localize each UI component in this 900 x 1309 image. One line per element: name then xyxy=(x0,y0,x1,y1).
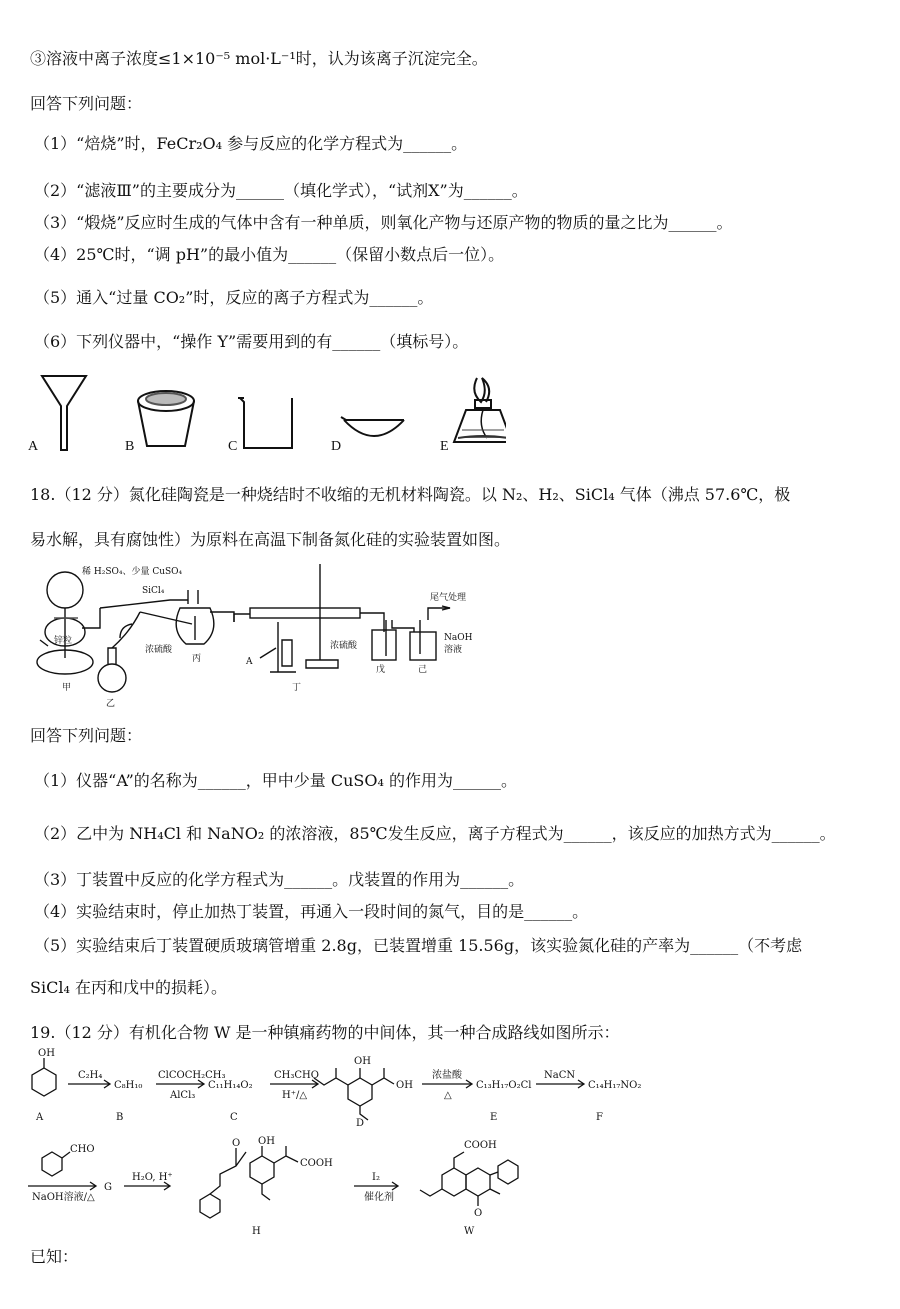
reagent-de-top: 浓盐酸 xyxy=(432,1070,462,1081)
solution-label: 溶液 xyxy=(444,645,463,655)
reagent-de-bottom: △ xyxy=(444,1090,452,1101)
reagent-cd-top: CH₃CHO xyxy=(274,1070,319,1081)
tube-furnace-ding xyxy=(234,564,360,672)
reagent-label: 稀 H₂SO₄、少量 CuSO₄ xyxy=(82,567,183,577)
naoh-label: NaOH xyxy=(444,633,473,643)
answer-heading-18: 回答下列问题： xyxy=(30,726,143,745)
q18-item-3: （3）丁装置中反应的化学方程式为______。戊装置的作用为______。 xyxy=(34,870,525,889)
q19-intro: 19.（12 分）有机化合物 W 是一种镇痛药物的中间体，其一种合成路线如图所示： xyxy=(30,1023,620,1042)
q17-item-5: （5）通入“过量 CO₂”时，反应的离子方程式为______。 xyxy=(34,288,434,307)
reagent-hw-bottom: 催化剂 xyxy=(364,1192,394,1203)
instrument-label-a: A xyxy=(28,439,39,454)
q17-item-4: （4）25℃时，“调 pH”的最小值为______（保留小数点后一位）。 xyxy=(34,245,505,264)
label-c: C xyxy=(230,1112,238,1123)
d-oh2-label: OH xyxy=(396,1080,413,1091)
sicl4-label: SiCl₄ xyxy=(142,586,165,596)
crucible-icon xyxy=(138,391,194,446)
reagent-hw-top: I₂ xyxy=(372,1172,380,1183)
q18-intro-line-1: 18.（12 分）氮化硅陶瓷是一种烧结时不收缩的无机材料陶瓷。以 N₂、H₂、SiCl₄ 气体（沸点 57.6℃，极 xyxy=(30,485,791,504)
q17-item-3: （3）“煅烧”反应时生成的气体中含有一种单质，则氧化产物与还原产物的物质的量之比为______。 xyxy=(34,213,733,232)
formula-f: C₁₄H₁₇NO₂ xyxy=(588,1080,642,1091)
label-a: A xyxy=(246,657,253,667)
note-3: ③溶液中离子浓度≤1×10⁻⁵ mol·L⁻¹时，认为该离子沉淀完全。 xyxy=(30,49,488,68)
benzaldehyde-structure xyxy=(42,1152,62,1176)
q18-item-2: （2）乙中为 NH₄Cl 和 NaNO₂ 的浓溶液，85℃发生反应，离子方程式为______，该反应的加热方式为______。 xyxy=(34,824,836,843)
q18-item-1: （1）仪器“A”的名称为______，甲中少量 CuSO₄ 的作用为______。 xyxy=(34,771,517,790)
label-ding: 丁 xyxy=(292,683,302,693)
d-oh-label: OH xyxy=(354,1056,371,1067)
synthesis-route xyxy=(24,1048,874,1238)
q18-item-5: （5）实验结束后丁装置硬质玻璃管增重 2.8g，已装置增重 15.56g，该实验氮化硅的产率为______（不考虑 xyxy=(34,936,803,955)
label-a: A xyxy=(36,1112,44,1123)
apparatus-figure xyxy=(20,560,490,708)
h-oh-label: OH xyxy=(258,1136,275,1147)
beaker-icon xyxy=(238,398,292,448)
zinc-label: 锌粒 xyxy=(54,636,73,646)
conc-acid-bing-label: 浓硫酸 xyxy=(145,645,173,655)
known-heading: 已知： xyxy=(30,1247,79,1266)
w-o-label: O xyxy=(474,1208,483,1219)
alcohol-lamp-icon xyxy=(454,378,506,442)
compound-a-structure xyxy=(32,1068,56,1096)
reagent-fg-bottom: NaOH溶液/△ xyxy=(32,1192,95,1203)
funnel-icon xyxy=(42,376,86,450)
reagent-ab: C₂H₄ xyxy=(78,1070,103,1081)
compound-w-structure xyxy=(420,1152,518,1206)
h-cooh-label: COOH xyxy=(300,1158,333,1169)
instrument-label-e: E xyxy=(440,439,449,454)
label-e: E xyxy=(490,1112,498,1123)
reagent-cd-bottom: H⁺/△ xyxy=(282,1090,308,1101)
label-g: G xyxy=(104,1182,112,1193)
phenol-oh-label: OH xyxy=(38,1048,55,1059)
label-ji: 己 xyxy=(418,665,428,675)
conc-acid-wu-label: 浓硫酸 xyxy=(330,641,358,651)
label-w: W xyxy=(464,1226,475,1237)
h-o-label: O xyxy=(232,1138,241,1149)
q18-item-5-cont: SiCl₄ 在丙和戊中的损耗）。 xyxy=(30,978,227,997)
wash-bottle-bing xyxy=(176,590,234,644)
label-jia: 甲 xyxy=(62,683,72,693)
instrument-label-b: B xyxy=(125,439,135,454)
instrument-label-c: C xyxy=(228,439,238,454)
reagent-fg-top: CHO xyxy=(70,1144,95,1155)
formula-b: C₈H₁₀ xyxy=(114,1080,143,1091)
evaporating-dish-icon xyxy=(341,417,404,436)
flask-yi xyxy=(98,612,140,692)
reagent-ef: NaCN xyxy=(544,1070,576,1081)
label-b: B xyxy=(116,1112,124,1123)
label-yi: 乙 xyxy=(106,699,116,708)
label-bing: 丙 xyxy=(192,654,202,664)
q18-item-4: （4）实验结束时，停止加热丁装置，再通入一段时间的氮气，目的是______。 xyxy=(34,902,589,921)
q17-item-1: （1）“焙烧”时，FeCr₂O₄ 参与反应的化学方程式为______。 xyxy=(34,134,468,153)
q17-item-6: （6）下列仪器中，“操作 Y”需要用到的有______（填标号）。 xyxy=(34,332,469,351)
tail-gas-label: 尾气处理 xyxy=(430,593,467,603)
reagent-bc-bottom: AlCl₃ xyxy=(170,1090,196,1101)
wash-bottle-wu xyxy=(360,613,414,660)
compound-d-structure xyxy=(314,1068,394,1120)
label-f: F xyxy=(596,1112,603,1123)
instruments-figure xyxy=(26,368,506,458)
compound-h-structure xyxy=(200,1146,298,1218)
formula-c: C₁₁H₁₄O₂ xyxy=(208,1080,253,1091)
instrument-label-d: D xyxy=(331,439,342,454)
reagent-gh: H₂O, H⁺ xyxy=(132,1172,173,1183)
label-h: H xyxy=(252,1226,261,1237)
reagent-bc-top: ClCOCH₂CH₃ xyxy=(158,1070,226,1081)
w-cooh-label: COOH xyxy=(464,1140,497,1151)
q18-intro-line-2: 易水解，具有腐蚀性）为原料在高温下制备氮化硅的实验装置如图。 xyxy=(30,530,511,549)
label-d: D xyxy=(356,1118,365,1129)
q17-item-2: （2）“滤液Ⅲ”的主要成分为______（填化学式），“试剂X”为______。 xyxy=(34,181,528,200)
label-wu: 戊 xyxy=(376,665,386,675)
answer-heading-17: 回答下列问题： xyxy=(30,94,143,113)
kipp-generator xyxy=(37,572,100,674)
formula-e: C₁₃H₁₇O₂Cl xyxy=(476,1080,532,1091)
